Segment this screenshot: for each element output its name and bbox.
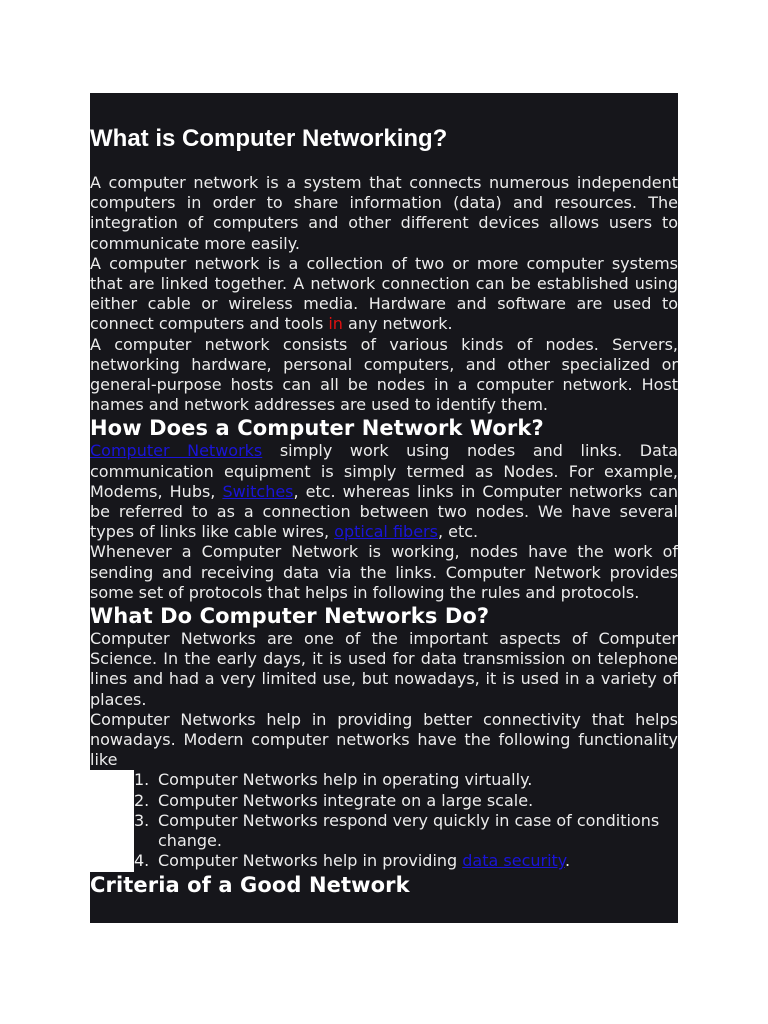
functionality-list: [90, 770, 678, 871]
switches-link[interactable]: Switches: [222, 481, 294, 501]
functionality-list-block: [90, 770, 678, 871]
intro-paragraph-2-text-a: A computer network is a collection of two or more computer systems that are linked together. A network connection can be established using either cable or wireless media. Hardware and software are used to connect computers and tools: [90, 253, 678, 334]
page-title: What is Computer Networking?: [90, 125, 448, 152]
list-item-number: 3.: [134, 810, 150, 830]
list-item: [134, 851, 678, 871]
list-gutter: [90, 770, 134, 871]
list-item-number: 4.: [134, 851, 150, 871]
heading-what-networks-do: What Do Computer Networks Do?: [90, 604, 490, 629]
article-body: [90, 173, 678, 898]
list-item: [134, 790, 678, 811]
list-item-number: 1.: [134, 770, 150, 790]
list-item-number: 2.: [134, 790, 150, 810]
list-item-text: Computer Networks integrate on a large scale.: [158, 790, 534, 810]
how-paragraph-1: [90, 441, 678, 542]
list-item-text-b: .: [565, 851, 571, 871]
list-item: [134, 810, 678, 851]
how-paragraph-1-text-a: simply work using nodes and links. Data communication equipment is simply termed as Nodes. For example, Modems, Hubs,: [90, 441, 678, 501]
do-paragraph-1: Computer Networks are one of the important aspects of Computer Science. In the early days, it is used for data transmission on telephone lines and had a very limited use, but nowadays, it is used in a variety of places.: [90, 629, 678, 709]
computer-networks-link[interactable]: Computer Networks: [90, 441, 263, 461]
how-paragraph-1-text-b: , etc. whereas links in Computer networks can be referred to as a connection between two nodes. We have several types of links like cable wires,: [90, 481, 678, 542]
do-paragraph-2: Computer Networks help in providing better connectivity that helps nowadays. Modern computer networks have the following functionality like: [90, 709, 678, 770]
list-item-text: Computer Networks respond very quickly in case of conditions change.: [158, 810, 660, 851]
heading-criteria-good-network: Criteria of a Good Network: [90, 872, 410, 897]
document-page: [90, 93, 678, 923]
intro-paragraph-2-text-b: any network.: [342, 314, 453, 334]
list-item: [134, 770, 678, 790]
intro-paragraph-1: A computer network is a system that connects numerous independent computers in order to share information (data) and resources. The integration of computers and other different devices allows users to communicate more easily.: [90, 173, 678, 253]
how-paragraph-2: Whenever a Computer Network is working, nodes have the work of sending and receiving data via the links. Computer Network provides some set of protocols that helps in following the rules and protocols.: [90, 542, 678, 602]
optical-fibers-link[interactable]: optical fibers: [334, 522, 438, 542]
data-security-link[interactable]: data security: [462, 851, 565, 871]
heading-how-network-works: How Does a Computer Network Work?: [90, 416, 544, 441]
intro-paragraph-3: A computer network consists of various kinds of nodes. Servers, networking hardware, personal computers, and other specialized or general-purpose hosts can all be nodes in a computer network. Host names and network addresses are used to identify them.: [90, 334, 678, 415]
how-paragraph-1-text-c: , etc.: [437, 522, 479, 542]
list-item-text: Computer Networks help in operating virtually.: [158, 770, 533, 790]
highlighted-word: in: [328, 314, 343, 334]
list-item-text-a: Computer Networks help in providing: [158, 851, 463, 871]
intro-paragraph-2: [90, 254, 678, 335]
